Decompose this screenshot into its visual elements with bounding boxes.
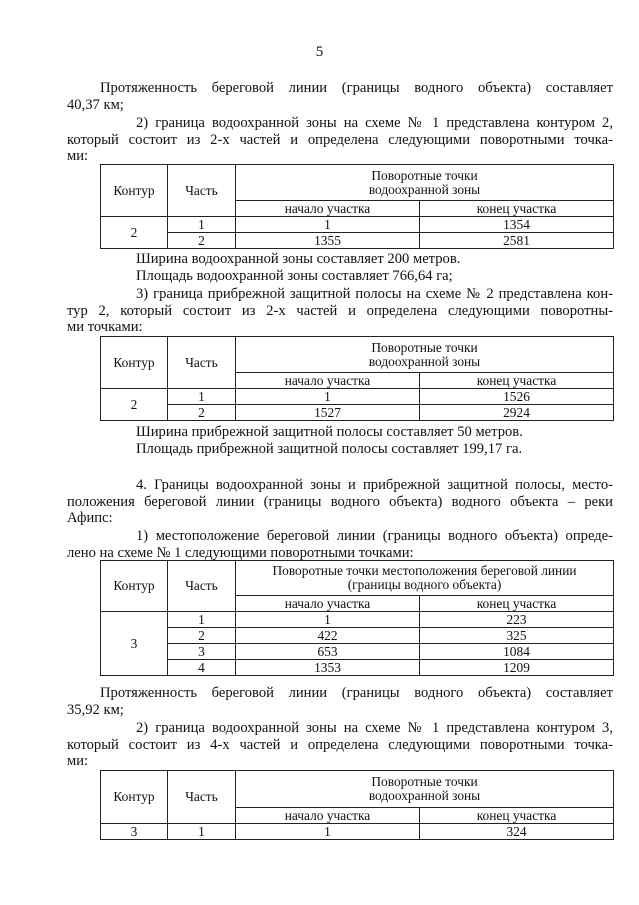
cell-start: 1 (236, 612, 420, 628)
header-start: начало участка (236, 596, 420, 612)
cell-end: 223 (420, 612, 614, 628)
paragraph-line: 2) граница водоохранной зоны на схеме № 1 представлена контуром 3, (136, 720, 613, 736)
cell-start: 1355 (236, 233, 420, 249)
cell-end: 325 (420, 628, 614, 644)
header-end: конец участка (420, 373, 614, 389)
paragraph-line: 40,37 км; (67, 97, 124, 113)
table-coastal-protection-strip-contour-2 (100, 336, 614, 421)
table-row (101, 628, 614, 644)
paragraph-line: тур 2, который состоит из 2-х частей и определена следующими поворотны- (67, 303, 613, 319)
cell-part: 2 (168, 628, 236, 644)
header-part: Часть (168, 771, 236, 824)
cell-end: 2924 (420, 405, 614, 421)
header-line: Поворотные точки (371, 167, 478, 183)
paragraph-line: Афипс: (67, 510, 113, 526)
table-row (101, 405, 614, 421)
cell-end: 1354 (420, 217, 614, 233)
header-start: начало участка (236, 808, 420, 824)
paragraph-line: Ширина прибрежной защитной полосы составляет 50 метров. (136, 424, 523, 440)
header-line: водоохранной зоны (368, 181, 481, 197)
paragraph-line: лено на схеме № 1 следующими поворотными точками: (67, 545, 414, 561)
header-contour: Контур (101, 165, 168, 217)
header-line: Поворотные точки местоположения береговой линии (272, 563, 577, 578)
cell-start: 1 (236, 217, 420, 233)
table-water-protection-zone-contour-3 (100, 770, 614, 840)
cell-start: 1 (236, 824, 420, 840)
table-row (101, 660, 614, 676)
paragraph-line: Протяженность береговой линии (границы водного объекта) составляет (100, 685, 613, 701)
header-line: водоохранной зоны (368, 353, 481, 369)
table-row (101, 612, 614, 628)
cell-contour: 2 (101, 217, 168, 249)
header-part: Часть (168, 165, 236, 217)
cell-start: 422 (236, 628, 420, 644)
header-line: Поворотные точки (371, 774, 478, 789)
header-part: Часть (168, 337, 236, 389)
table-row (101, 217, 614, 233)
paragraph-line: положения береговой линии (границы водного объекта) водного объекта – реки (67, 494, 613, 510)
header-line: Поворотные точки (371, 339, 478, 355)
header-contour: Контур (101, 337, 168, 389)
cell-part: 1 (168, 824, 236, 840)
paragraph-line: 1) местоположение береговой линии (границы водного объекта) опреде- (136, 528, 613, 544)
cell-part: 2 (168, 405, 236, 421)
cell-start: 1353 (236, 660, 420, 676)
header-start: начало участка (236, 201, 420, 217)
cell-start: 1 (236, 389, 420, 405)
cell-contour: 3 (101, 824, 168, 840)
cell-part: 1 (168, 612, 236, 628)
cell-part: 1 (168, 217, 236, 233)
cell-end: 324 (420, 824, 614, 840)
paragraph-line: Площадь прибрежной защитной полосы составляет 199,17 га. (136, 441, 523, 457)
header-contour: Контур (101, 561, 168, 612)
header-line: (границы водного объекта) (347, 577, 502, 592)
paragraph-line: 35,92 км; (67, 702, 124, 718)
page-number: 5 (315, 44, 324, 60)
table-row (101, 644, 614, 660)
table-row (101, 824, 614, 840)
cell-part: 3 (168, 644, 236, 660)
header-turning-points (236, 771, 614, 808)
table-row (101, 233, 614, 249)
paragraph-line: 2) граница водоохранной зоны на схеме № 1 представлена контуром 2, (136, 115, 613, 131)
header-end: конец участка (420, 808, 614, 824)
cell-end: 1526 (420, 389, 614, 405)
header-start: начало участка (236, 373, 420, 389)
header-part: Часть (168, 561, 236, 612)
cell-start: 653 (236, 644, 420, 660)
paragraph-line: Площадь водоохранной зоны составляет 766,64 га; (136, 268, 453, 284)
paragraph-line: который состоит из 2-х частей и определена следующими поворотными точка- (67, 132, 613, 148)
cell-end: 2581 (420, 233, 614, 249)
header-turning-points (236, 165, 614, 201)
cell-start: 1527 (236, 405, 420, 421)
paragraph-line: ми точками: (67, 319, 143, 335)
paragraph-line: Ширина водоохранной зоны составляет 200 метров. (136, 251, 461, 267)
paragraph-line: Протяженность береговой линии (границы водного объекта) составляет (100, 80, 613, 96)
header-turning-points (236, 561, 614, 596)
cell-part: 4 (168, 660, 236, 676)
cell-contour: 3 (101, 612, 168, 676)
paragraph-line: ми: (67, 148, 89, 164)
cell-part: 2 (168, 233, 236, 249)
paragraph-line: 4. Границы водоохранной зоны и прибрежной защитной полосы, место- (136, 477, 613, 493)
cell-part: 1 (168, 389, 236, 405)
paragraph-line: 3) граница прибрежной защитной полосы на схеме № 2 представлена кон- (136, 286, 613, 302)
header-contour: Контур (101, 771, 168, 824)
cell-end: 1084 (420, 644, 614, 660)
header-end: конец участка (420, 596, 614, 612)
cell-end: 1209 (420, 660, 614, 676)
paragraph-line: который состоит из 4-х частей и определена следующими поворотными точка- (67, 737, 613, 753)
table-water-protection-zone-contour-2 (100, 164, 614, 249)
header-end: конец участка (420, 201, 614, 217)
header-line: водоохранной зоны (368, 788, 481, 803)
paragraph-line: ми: (67, 753, 89, 769)
header-turning-points (236, 337, 614, 373)
table-row (101, 389, 614, 405)
table-shoreline-contour-3 (100, 560, 614, 676)
cell-contour: 2 (101, 389, 168, 421)
